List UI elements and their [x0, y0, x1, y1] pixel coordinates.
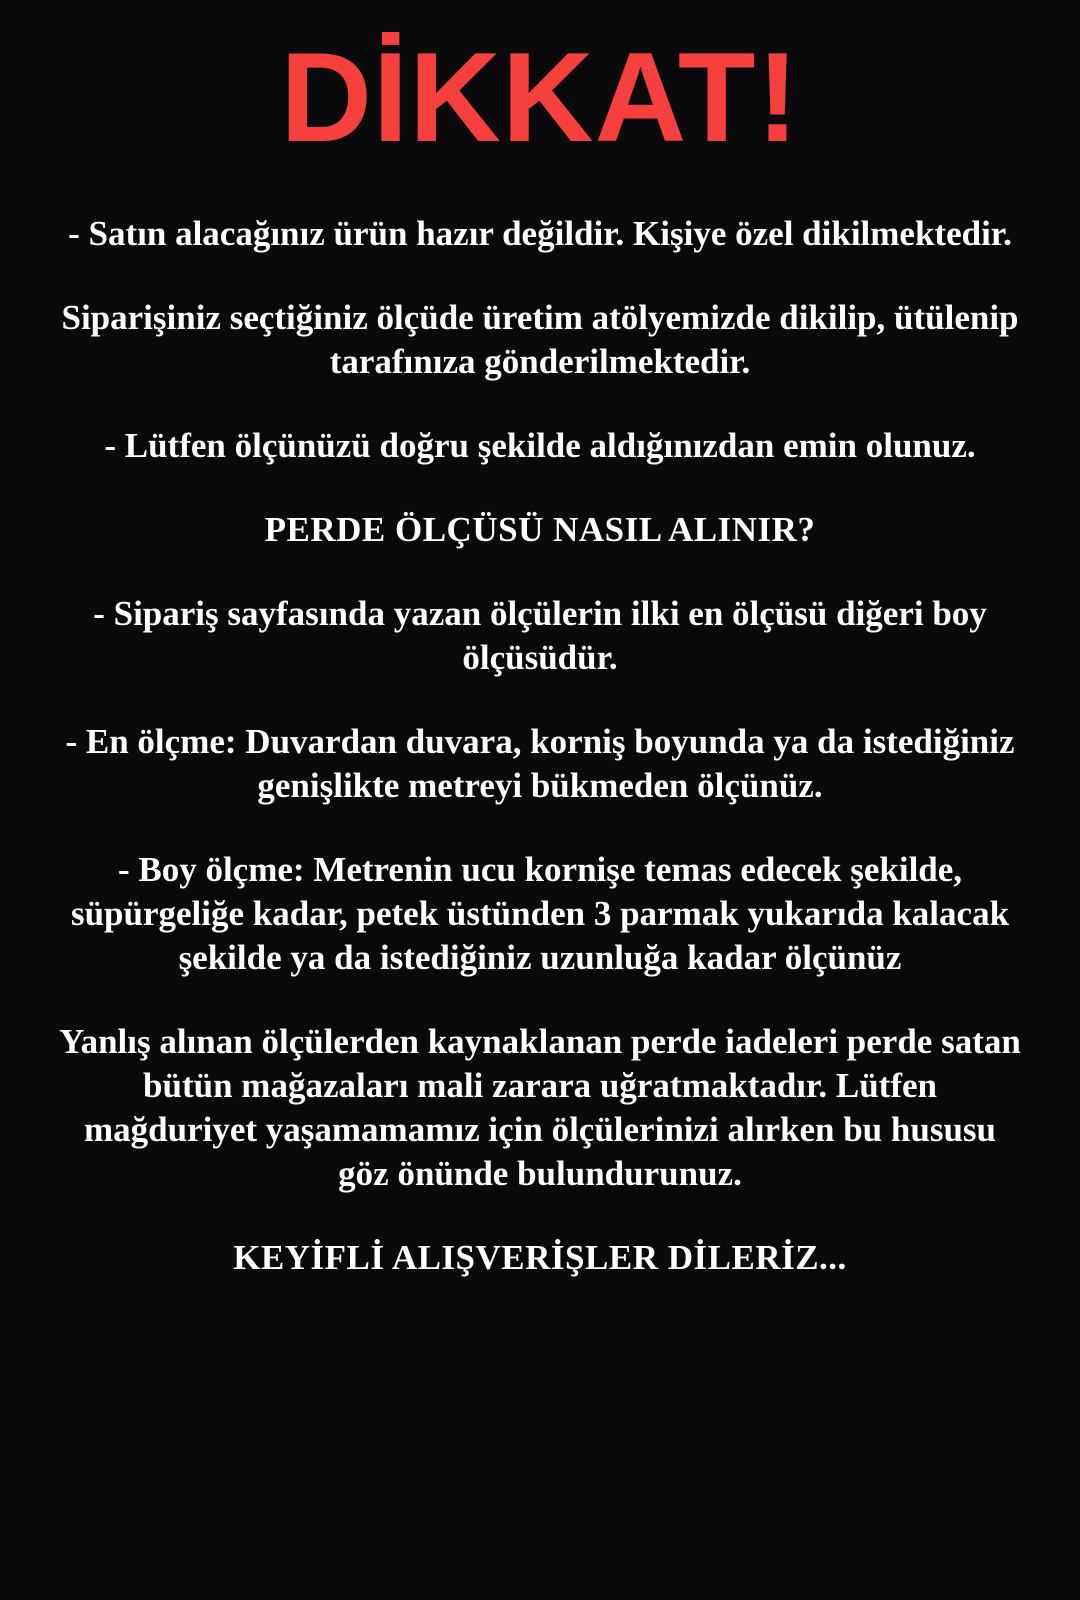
- notice-paragraph-order-page-sizes: - Sipariş sayfasında yazan ölçülerin ilki en ölçüsü diğeri boy ölçüsüdür.: [93, 594, 987, 678]
- notice-paragraph-height-measuring: - Boy ölçme: Metrenin ucu kornişe temas edecek şekilde, süpürgeliğe kadar, petek üstünden 3 parmak yukarıda kalacak şekilde ya da istediğiniz uzunluğa kadar ölçünüz: [70, 850, 1010, 978]
- notice-body: [52, 212, 1028, 1280]
- notice-paragraph-returns-warning: Yanlış alınan ölçülerden kaynaklanan perde iadeleri perde satan bütün mağazaları mali zarara uğratmaktadır. Lütfen mağduriyet yaşamamamız için ölçülerinizi alırken bu hususu göz önünde bulundurunuz.: [59, 1022, 1021, 1194]
- notice-heading-happy-shopping: KEYİFLİ ALIŞVERİŞLER DİLERİZ...: [233, 1238, 847, 1278]
- notice-paragraph-width-measuring: - En ölçme: Duvardan duvara, korniş boyunda ya da istediğiniz genişlikte metreyi bükmeden ölçünüz.: [65, 722, 1015, 806]
- notice-paragraph-production-info: Siparişiniz seçtiğiniz ölçüde üretim atölyemizde dikilip, ütülenip tarafınıza gönderilmektedir.: [61, 298, 1019, 382]
- notice-paragraph-measure-warning: - Lütfen ölçünüzü doğru şekilde aldığınızdan emin olunuz.: [104, 426, 976, 466]
- notice-paragraph-product-custom: - Satın alacağınız ürün hazır değildir. Kişiye özel dikilmektedir.: [68, 214, 1012, 254]
- notice-title: DİKKAT!: [280, 26, 800, 168]
- notice-heading-how-to-measure: PERDE ÖLÇÜSÜ NASIL ALINIR?: [264, 510, 816, 550]
